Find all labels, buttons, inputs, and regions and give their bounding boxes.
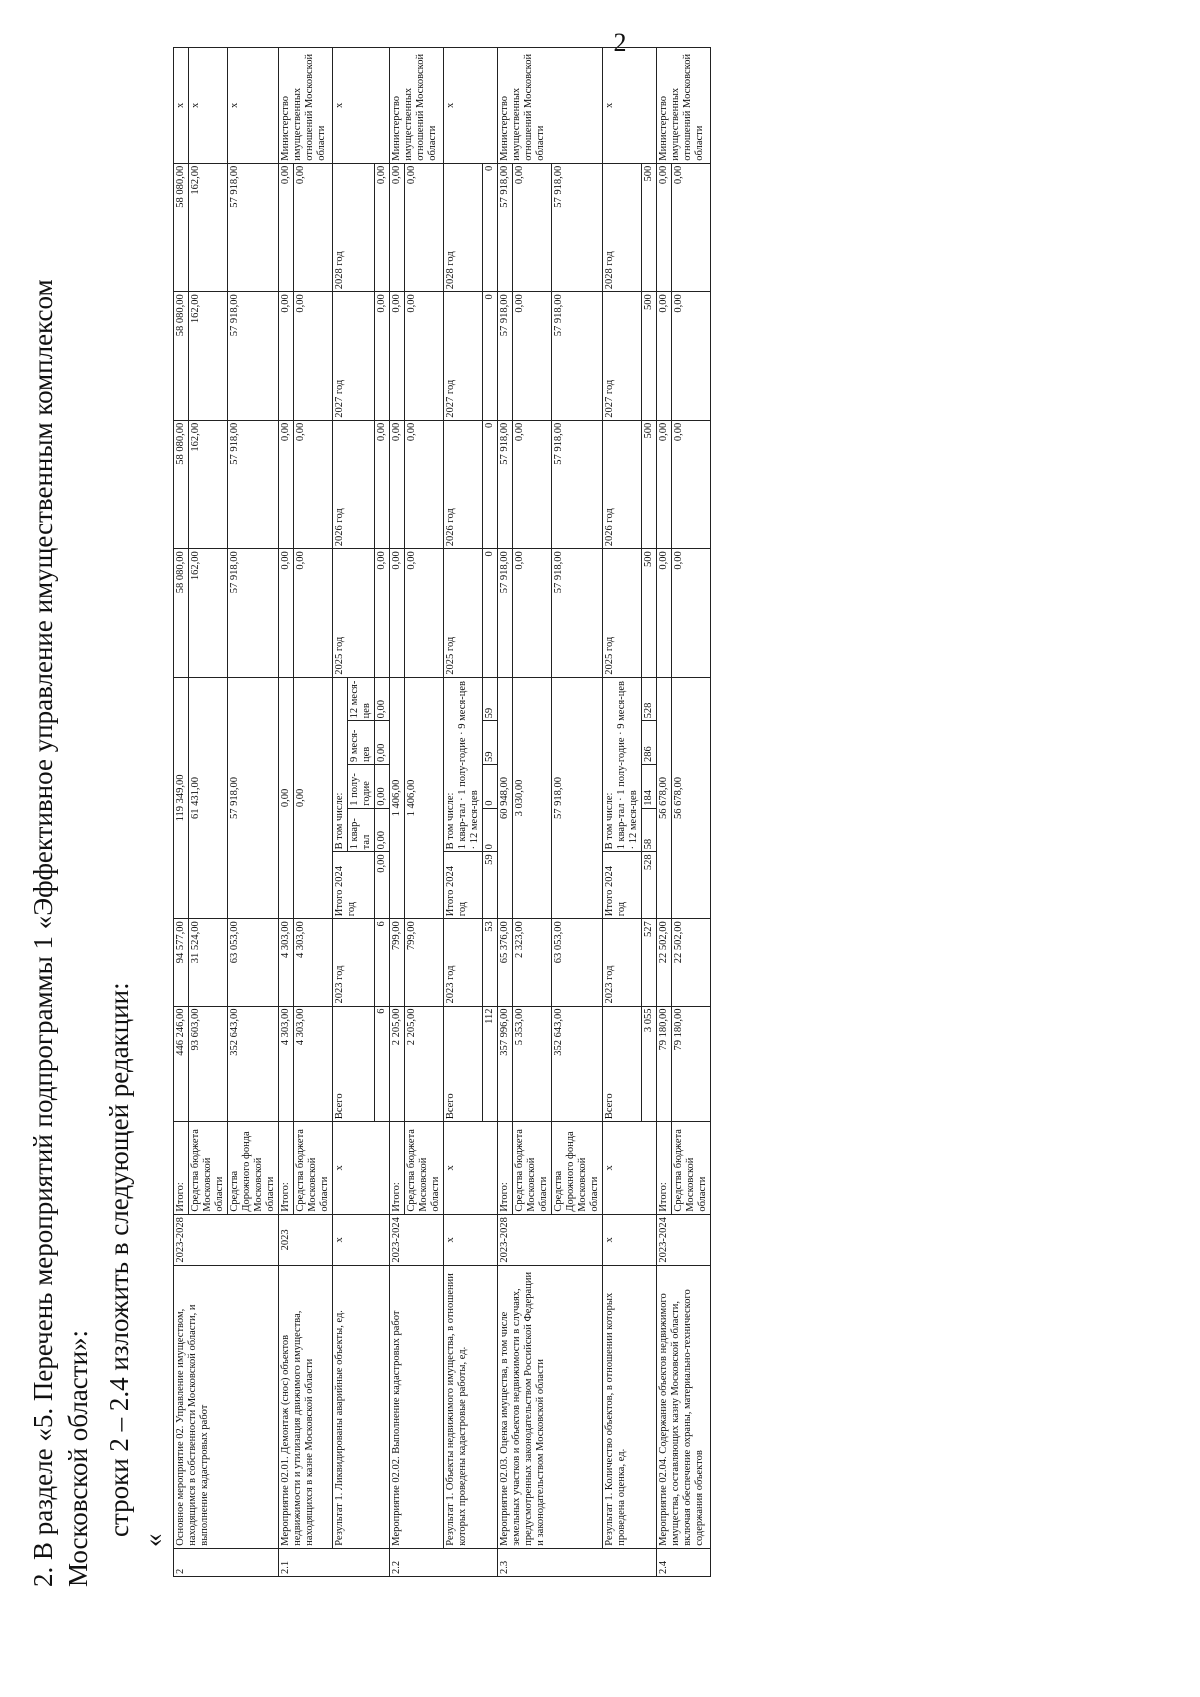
fin-2024: 0,00 — [294, 677, 333, 919]
result-period: х — [603, 1214, 657, 1265]
period: 2023-2024 — [657, 1214, 711, 1265]
result-source: х — [333, 1122, 390, 1215]
fin-total: 352 643,00 — [228, 1006, 279, 1122]
result-header-9m: 9 меся-цев — [616, 681, 627, 729]
result-responsible: х — [603, 48, 657, 164]
intro-line-2: Московской области»: — [63, 1329, 93, 1587]
result-header-h1: 1 полу-годие — [348, 765, 375, 809]
result-12m: 0,00 — [375, 677, 390, 721]
fin-source: Итого: — [498, 1122, 513, 1215]
result-header-itogo: Итого 2024 год — [333, 852, 375, 919]
result-12m: 528 — [642, 677, 657, 721]
result-header-2025: 2025 год — [333, 549, 375, 677]
result-q1: 58 — [642, 808, 657, 852]
result-header-incl: В том числе: 1 квар-тал · 1 полу-годие · 9 меся-цев · 12 меся-цев — [603, 677, 642, 852]
result-h1: 0,00 — [375, 765, 390, 809]
row-number: 2.1 — [279, 1548, 390, 1576]
intro-line-3: строки 2 – 2.4 изложить в следующей редакции: — [104, 982, 134, 1537]
fin-2024: 3 030,00 — [513, 677, 552, 919]
result-2026: 500 — [642, 420, 657, 548]
fin-2023: 65 376,00 — [498, 919, 513, 1006]
result-header-12m: 12 меся-цев — [469, 790, 480, 844]
fin-2027: 0,00 — [390, 292, 405, 420]
result-header-12m: 12 меся-цев — [628, 790, 639, 844]
result-q1: 0,00 — [375, 808, 390, 852]
result-header-q1: 1 квар-тал — [457, 803, 468, 850]
fin-2028: 0,00 — [390, 163, 405, 291]
fin-2024: 57 918,00 — [228, 677, 279, 919]
fin-source: Итого: — [279, 1122, 294, 1215]
fin-2025: 162,00 — [189, 549, 228, 677]
result-header-total: Всего — [444, 1006, 483, 1122]
result-header-2026: 2026 год — [333, 420, 375, 548]
table-row — [279, 48, 294, 1577]
fin-2023: 799,00 — [405, 919, 444, 1006]
period: 2023-2028 — [174, 1214, 279, 1265]
result-total: 6 — [375, 1006, 390, 1122]
fin-2023: 31 524,00 — [189, 919, 228, 1006]
result-header-2028: 2028 год — [444, 163, 483, 291]
result-header-q1: 1 квар-тал — [348, 808, 375, 852]
table-row — [390, 48, 405, 1577]
fin-source: Средства Дорожного фонда Московской области — [228, 1122, 279, 1215]
fin-2027: 57 918,00 — [552, 292, 603, 420]
fin-2025: 57 918,00 — [228, 549, 279, 677]
result-header-total: Всего — [333, 1006, 375, 1122]
fin-2025: 0,00 — [513, 549, 552, 677]
result-header-incl-label: В том числе: — [604, 792, 615, 850]
fin-total: 4 303,00 — [279, 1006, 294, 1122]
fin-source: Итого: — [174, 1122, 189, 1215]
fin-2027: 0,00 — [294, 292, 333, 420]
result-2028: 500 — [642, 163, 657, 291]
responsible: х — [174, 48, 189, 164]
result-itogo: 0,00 — [375, 852, 390, 919]
result-header-2027: 2027 год — [603, 292, 642, 420]
fin-2028: 58 080,00 — [174, 163, 189, 291]
fin-2025: 57 918,00 — [552, 549, 603, 677]
fin-2023: 799,00 — [390, 919, 405, 1006]
fin-2023: 94 577,00 — [174, 919, 189, 1006]
result-responsible: х — [333, 48, 390, 164]
fin-total: 5 353,00 — [513, 1006, 552, 1122]
result-2025: 0 — [483, 549, 498, 677]
fin-source: Итого: — [657, 1122, 672, 1215]
fin-2028: 0,00 — [294, 163, 333, 291]
table-row — [174, 48, 189, 1577]
fin-source: Итого: — [390, 1122, 405, 1215]
result-9m: 0,00 — [375, 721, 390, 765]
result-header-9m: 9 меся-цев — [348, 721, 375, 765]
result-period: х — [444, 1214, 498, 1265]
fin-2028: 0,00 — [657, 163, 672, 291]
row-number: 2.4 — [657, 1548, 711, 1576]
responsible: Министерство имущественных отношений Московской области — [390, 48, 444, 164]
fin-2028: 0,00 — [279, 163, 294, 291]
result-header-2027: 2027 год — [333, 292, 375, 420]
row-number: 2.3 — [498, 1548, 657, 1576]
fin-2026: 0,00 — [405, 420, 444, 548]
fin-2025: 57 918,00 — [498, 549, 513, 677]
fin-2026: 57 918,00 — [228, 420, 279, 548]
intro-line-1: 2. В разделе «5. Перечень мероприятий подпрограммы 1 «Эффективное управление имущественным комплексом — [28, 279, 58, 1587]
responsible: Министерство имущественных отношений Московской области — [279, 48, 333, 164]
result-2028: 0 — [483, 163, 498, 291]
fin-2026: 57 918,00 — [552, 420, 603, 548]
result-itogo: 59 — [483, 852, 498, 919]
result-header-2023: 2023 год — [444, 919, 483, 1006]
result-header-total: Всего — [603, 1006, 642, 1122]
fin-2024: 56 678,00 — [672, 677, 711, 919]
result-9m: 59 — [483, 721, 498, 765]
measure-name: Основное мероприятие 02. Управление имуществом, находящимся в собственности Московской области, и выполнение кадастровых работ — [174, 1266, 279, 1549]
result-h1: 184 — [642, 765, 657, 809]
fin-2028: 0,00 — [405, 163, 444, 291]
fin-total: 357 996,00 — [498, 1006, 513, 1122]
fin-2026: 162,00 — [189, 420, 228, 548]
result-2026: 0,00 — [375, 420, 390, 548]
result-name: Результат 1. Объекты недвижимого имущества, в отношении которых проведены кадастровые работы, ед. — [444, 1266, 498, 1549]
fin-2024: 56 678,00 — [657, 677, 672, 919]
result-header-2025: 2025 год — [603, 549, 642, 677]
fin-2028: 57 918,00 — [228, 163, 279, 291]
fin-2027: 0,00 — [279, 292, 294, 420]
row-number: 2 — [174, 1548, 279, 1576]
result-total: 112 — [483, 1006, 498, 1122]
table-row — [603, 48, 642, 1577]
period: 2023 — [279, 1214, 333, 1265]
fin-source: Средства Дорожного фонда Московской области — [552, 1122, 603, 1215]
fin-total: 79 180,00 — [657, 1006, 672, 1122]
fin-2026: 58 080,00 — [174, 420, 189, 548]
responsible: Министерство имущественных отношений Московской области — [498, 48, 603, 164]
fin-total: 2 205,00 — [405, 1006, 444, 1122]
opening-quote: « — [138, 1533, 168, 1547]
fin-source: Средства бюджета Московской области — [513, 1122, 552, 1215]
result-header-2023: 2023 год — [333, 919, 375, 1006]
fin-2026: 0,00 — [657, 420, 672, 548]
result-header-2023: 2023 год — [603, 919, 642, 1006]
rotated-document — [28, 37, 1098, 1597]
fin-2025: 0,00 — [390, 549, 405, 677]
table-row — [498, 48, 513, 1577]
fin-total: 352 643,00 — [552, 1006, 603, 1122]
fin-2027: 0,00 — [657, 292, 672, 420]
result-header-2025: 2025 год — [444, 549, 483, 677]
fin-2028: 0,00 — [513, 163, 552, 291]
result-2023: 53 — [483, 919, 498, 1006]
result-2025: 0,00 — [375, 549, 390, 677]
result-2027: 0,00 — [375, 292, 390, 420]
fin-2028: 0,00 — [672, 163, 711, 291]
period: 2023-2024 — [390, 1214, 444, 1265]
responsible: Министерство имущественных отношений Московской области — [657, 48, 711, 164]
fin-2023: 22 502,00 — [657, 919, 672, 1006]
fin-2026: 0,00 — [294, 420, 333, 548]
result-header-2027: 2027 год — [444, 292, 483, 420]
fin-2024: 61 431,00 — [189, 677, 228, 919]
fin-2023: 4 303,00 — [279, 919, 294, 1006]
table-row — [333, 48, 348, 1577]
fin-2024: 1 406,00 — [405, 677, 444, 919]
fin-total: 2 205,00 — [390, 1006, 405, 1122]
measure-name: Мероприятие 02.04. Содержание объектов недвижимого имущества, составляющих казну Московской области, включая обеспечение охраны, материально-технического содержания объектов — [657, 1266, 711, 1549]
measure-name: Мероприятие 02.03. Оценка имущества, в том числе земельных участков и объектов недвижимости в случаях, предусмотренных законодательством Российской Федерации и законодательством Московской области — [498, 1266, 603, 1549]
result-2028: 0,00 — [375, 163, 390, 291]
result-name: Результат 1. Ликвидированы аварийные объекты, ед. — [333, 1266, 390, 1549]
fin-2028: 162,00 — [189, 163, 228, 291]
responsible: х — [189, 48, 228, 164]
fin-2024: 57 918,00 — [552, 677, 603, 919]
result-header-h1: 1 полу-годие — [616, 737, 627, 795]
fin-2025: 0,00 — [405, 549, 444, 677]
result-header-2028: 2028 год — [333, 163, 375, 291]
result-2026: 0 — [483, 420, 498, 548]
result-source: х — [444, 1122, 498, 1215]
fin-2027: 57 918,00 — [228, 292, 279, 420]
fin-2025: 0,00 — [657, 549, 672, 677]
fin-2027: 58 080,00 — [174, 292, 189, 420]
fin-total: 93 603,00 — [189, 1006, 228, 1122]
fin-2024: 0,00 — [279, 677, 294, 919]
result-header-9m: 9 меся-цев — [457, 681, 468, 729]
fin-source: Средства бюджета Московской области — [189, 1122, 228, 1215]
responsible: х — [228, 48, 279, 164]
fin-2028: 57 918,00 — [552, 163, 603, 291]
result-header-q1: 1 квар-тал — [616, 803, 627, 850]
fin-2024: 1 406,00 — [390, 677, 405, 919]
row-number: 2.2 — [390, 1548, 498, 1576]
fin-2023: 22 502,00 — [672, 919, 711, 1006]
fin-2027: 57 918,00 — [498, 292, 513, 420]
result-period: х — [333, 1214, 390, 1265]
fin-2028: 57 918,00 — [498, 163, 513, 291]
measures-table — [173, 47, 711, 1577]
page-number: 2 — [613, 28, 627, 57]
result-2027: 500 — [642, 292, 657, 420]
result-name: Результат 1. Количество объектов, в отношении которых проведена оценка, ед. — [603, 1266, 657, 1549]
result-q1: 0 — [483, 808, 498, 852]
table-row — [444, 48, 483, 1577]
result-header-2026: 2026 год — [444, 420, 483, 548]
table-row — [657, 48, 672, 1577]
result-header-2028: 2028 год — [603, 163, 642, 291]
result-header-incl: В том числе: 1 квар-тал · 1 полу-годие · 9 меся-цев · 12 меся-цев — [444, 677, 483, 852]
result-header-itogo: Итого 2024 год — [603, 852, 642, 919]
fin-2023: 63 053,00 — [228, 919, 279, 1006]
fin-2023: 63 053,00 — [552, 919, 603, 1006]
fin-2026: 0,00 — [513, 420, 552, 548]
result-2027: 0 — [483, 292, 498, 420]
fin-2026: 0,00 — [390, 420, 405, 548]
result-header-12m: 12 меся-цев — [348, 677, 375, 721]
result-header-itogo: Итого 2024 год — [444, 852, 483, 919]
fin-source: Средства бюджета Московской области — [294, 1122, 333, 1215]
fin-2027: 162,00 — [189, 292, 228, 420]
fin-2024: 60 948,00 — [498, 677, 513, 919]
fin-2026: 57 918,00 — [498, 420, 513, 548]
fin-2025: 0,00 — [294, 549, 333, 677]
fin-2026: 0,00 — [672, 420, 711, 548]
fin-total: 79 180,00 — [672, 1006, 711, 1122]
fin-source: Средства бюджета Московской области — [405, 1122, 444, 1215]
result-itogo: 528 — [642, 852, 657, 919]
fin-2024: 119 349,00 — [174, 677, 189, 919]
fin-2025: 58 080,00 — [174, 549, 189, 677]
result-responsible: х — [444, 48, 498, 164]
fin-2025: 0,00 — [279, 549, 294, 677]
fin-2023: 4 303,00 — [294, 919, 333, 1006]
result-header-incl-label: В том числе: — [445, 792, 456, 850]
fin-source: Средства бюджета Московской области — [672, 1122, 711, 1215]
result-12m: 59 — [483, 677, 498, 721]
result-header-2026: 2026 год — [603, 420, 642, 548]
result-h1: 0 — [483, 765, 498, 809]
fin-2027: 0,00 — [672, 292, 711, 420]
result-source: х — [603, 1122, 657, 1215]
result-9m: 286 — [642, 721, 657, 765]
result-2023: 6 — [375, 919, 390, 1006]
fin-2027: 0,00 — [513, 292, 552, 420]
result-2023: 527 — [642, 919, 657, 1006]
fin-total: 446 246,00 — [174, 1006, 189, 1122]
fin-2023: 2 323,00 — [513, 919, 552, 1006]
fin-2026: 0,00 — [279, 420, 294, 548]
result-header-h1: 1 полу-годие — [457, 737, 468, 795]
fin-2025: 0,00 — [672, 549, 711, 677]
result-2025: 500 — [642, 549, 657, 677]
measure-name: Мероприятие 02.01. Демонтаж (снос) объектов недвижимости и утилизация движимого имущества, находящихся в казне Московской области — [279, 1266, 333, 1549]
period: 2023-2028 — [498, 1214, 603, 1265]
fin-2027: 0,00 — [405, 292, 444, 420]
fin-total: 4 303,00 — [294, 1006, 333, 1122]
result-total: 3 055 — [642, 1006, 657, 1122]
measure-name: Мероприятие 02.02. Выполнение кадастровых работ — [390, 1266, 444, 1549]
result-header-incl: В том числе: — [333, 677, 348, 852]
